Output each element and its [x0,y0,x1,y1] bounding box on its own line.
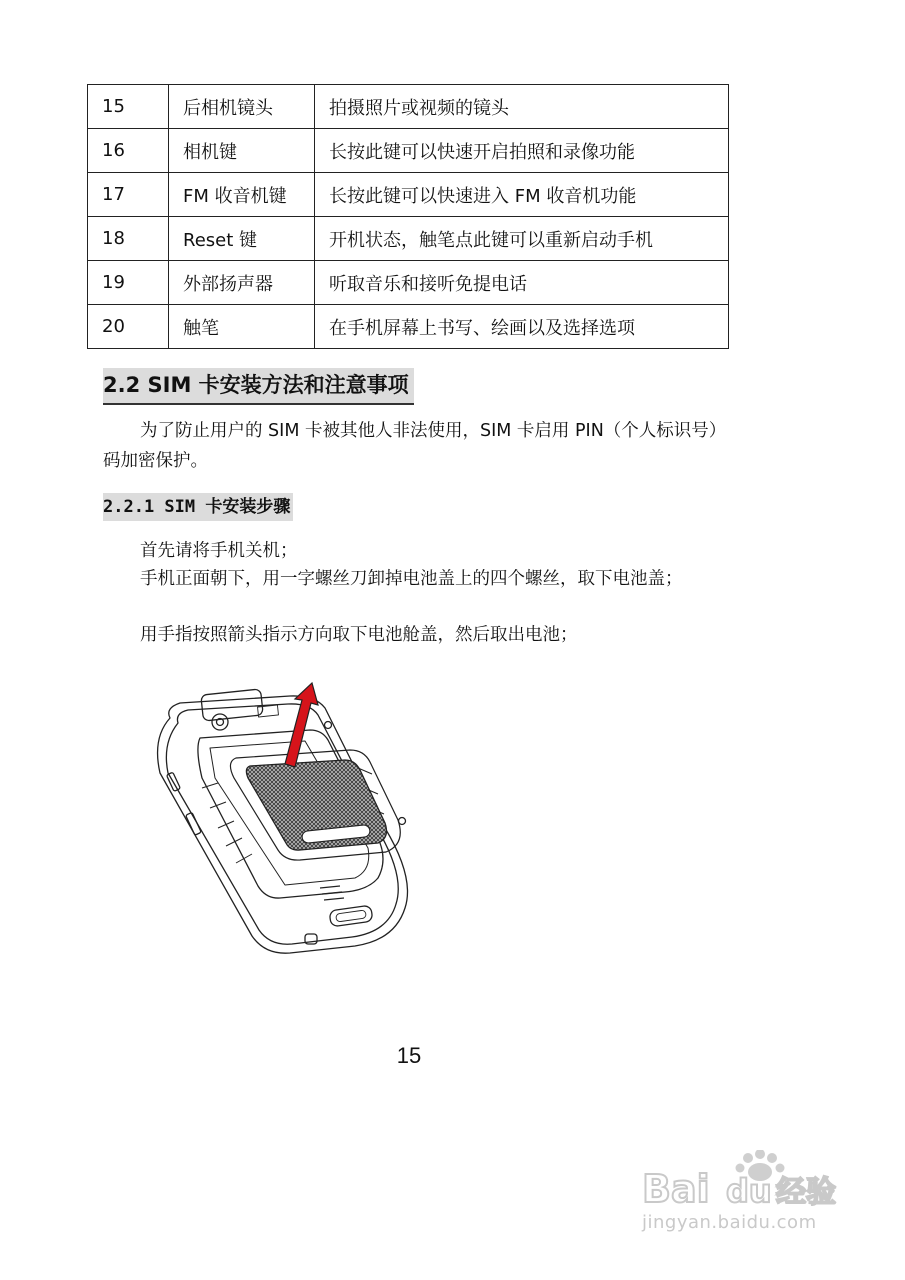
row-name: 相机键 [169,129,315,173]
section-intro: 为了防止用户的 SIM 卡被其他人非法使用，SIM 卡启用 PIN（个人标识号）码加密保护。 [103,421,718,471]
row-name: 后相机镜头 [169,85,315,129]
row-description: 开机状态，触笔点此键可以重新启动手机 [315,217,729,261]
table-row [88,173,729,217]
step-text: 用手指按照箭头指示方向取下电池舱盖，然后取出电池； [140,625,578,645]
step-text: 首先请将手机关机； [140,541,298,561]
row-number: 20 [88,305,169,349]
row-name: FM 收音机键 [169,173,315,217]
row-number: 16 [88,129,169,173]
step-text: 手机正面朝下，用一字螺丝刀卸掉电池盖上的四个螺丝，取下电池盖； [140,569,683,589]
row-description: 长按此键可以快速开启拍照和录像功能 [315,129,729,173]
row-name: Reset 键 [169,217,315,261]
row-name: 外部扬声器 [169,261,315,305]
subsection-heading: 2.2.1 SIM 卡安装步骤 [103,493,293,521]
table-row [88,217,729,261]
table-row [88,261,729,305]
section-heading: 2.2 SIM 卡安装方法和注意事项 [103,368,414,405]
svg-text:经验: 经验 [776,1175,836,1210]
table-row [88,85,729,129]
row-description: 听取音乐和接听免提电话 [315,261,729,305]
row-number: 17 [88,173,169,217]
svg-text:Bai: Bai [642,1167,710,1210]
row-number: 18 [88,217,169,261]
row-number: 15 [88,85,169,129]
table-row [88,129,729,173]
component-table [87,84,729,349]
phone-battery-illustration [140,678,440,963]
row-description: 在手机屏幕上书写、绘画以及选择选项 [315,305,729,349]
svg-text:du: du [726,1172,772,1210]
baidu-jingyan-logo [640,1150,850,1210]
row-description: 拍摄照片或视频的镜头 [315,85,729,129]
page-number: 15 [396,1043,422,1068]
watermark-url: jingyan.baidu.com [642,1212,817,1233]
row-description: 长按此键可以快速进入 FM 收音机功能 [315,173,729,217]
table-row [88,305,729,349]
row-number: 19 [88,261,169,305]
row-name: 触笔 [169,305,315,349]
